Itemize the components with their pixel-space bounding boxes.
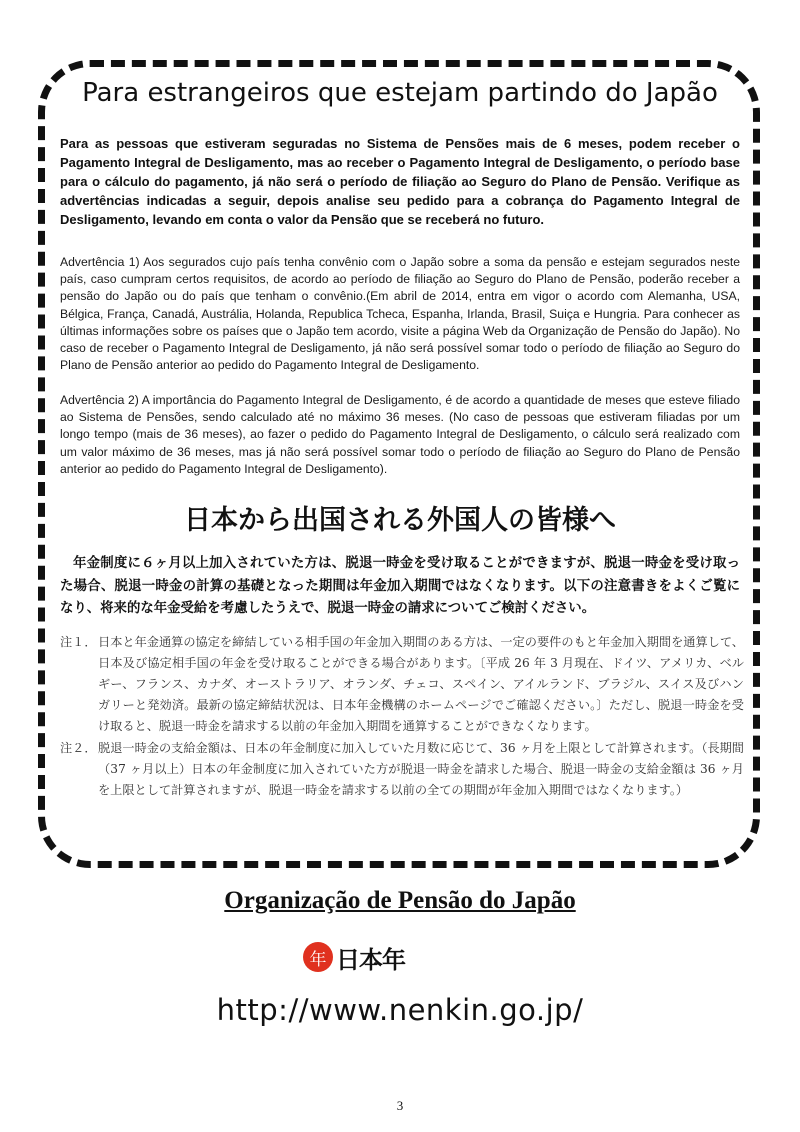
japanese-note-1 xyxy=(60,632,744,737)
portuguese-warning-1: Advertência 1) Aos segurados cujo país tenha convênio com o Japão sobre a soma da pensão e estejam segurados neste país, caso cumpram certos requisitos, de acordo ao período de filiação ao Seguro do Plano de Pensão, poderão receber a pensão do Japão ou do país que tenham o convênio.(Em abril de 2014, entra em vigor o acordo com Alemanha, USA, Bélgica, França, Canadá, Austrália, Holanda, Republica Tcheca, Espanha, Irlanda, Brasil, Suiça e Hungria. Para conhecer as últimas informações sobre os países que o Japão tem acordo, visite a página Web da Organização de Pensão do Japão). No caso de receber o Pagamento Integral de Desligamento, já não será possível somar todo o período de filiação ao Seguro do Plano de Pensão anterior ao pedido do Pagamento Integral de Desligamento. xyxy=(60,255,740,373)
note-2-number: 注２． xyxy=(60,741,97,755)
website-url[interactable]: http://www.nenkin.go.jp/ xyxy=(216,993,584,1027)
japanese-title: 日本から出国される外国人の皆様へ xyxy=(184,505,616,536)
organization-name: Organização de Pensão do Japão xyxy=(224,887,576,914)
portuguese-title: Para estrangeiros que estejam partindo do Japão xyxy=(82,78,718,108)
japanese-note-2 xyxy=(60,738,744,801)
page-number: 3 xyxy=(396,1098,404,1113)
japanese-intro: 年金制度に６ヶ月以上加入されていた方は、脱退一時金を受け取ることができますが、脱退一時金を受け取った場合、脱退一時金の計算の基礎となった期間は年金加入期間ではなくなります。以下の注意書きをよくご覧になり、将来的な年金受給を考慮したうえで、脱退一時金の請求についてご検討ください。 xyxy=(60,555,740,615)
nenkin-logo xyxy=(303,940,405,974)
portuguese-intro: Para as pessoas que estiveram seguradas no Sistema de Pensões mais de 6 meses, podem receber o Pagamento Integral de Desligamento, mas ao receber o Pagamento Integral de Desligamento, o período base para o cálculo do pagamento, já não será o período de filiação ao Seguro do Plano de Pensão. Verifique as advertências indicadas a seguir, depois analise seu pedido para a cobrança do Pagamento Integral de Desligamento, levando em conta o valor da Pensão que se receberá no futuro. xyxy=(60,136,740,227)
note-2-text: 脱退一時金の支給金額は、日本の年金制度に加入していた月数に応じて、36 ヶ月を上限として計算されます。（長期間（37 ヶ月以上）日本の年金制度に加入されていた方が脱退一時金を請求した場合、脱退一時金の支給金額は 36 ヶ月を上限として計算されますが、脱退一時金を請求する以前の全ての期間が年金加入期間ではなくなります。） xyxy=(98,741,744,797)
nenkin-logo-icon: 年 xyxy=(303,942,333,972)
note-1-number: 注１． xyxy=(60,635,97,649)
portuguese-warning-2: Advertência 2) A importância do Pagamento Integral de Desligamento, é de acordo a quantidade de meses que esteve filiado ao Sistema de Pensões, sendo calculado até no máximo 36 meses. (No caso de pessoas que estiveram filiadas por um longo tempo (mais de 36 meses), ao fazer o pedido do Pagamento Integral de Desligamento, o cálculo será realizado com um valor máximo de 36 meses, mas já não será possível somar todo o período de filiação ao Seguro do Plano de Pensão anterior ao pedido do Pagamento Integral de Desligamento). xyxy=(60,393,740,476)
nenkin-logo-text: 日本年 xyxy=(336,945,405,974)
note-1-text: 日本と年金通算の協定を締結している相手国の年金加入期間のある方は、一定の要件のもと年金加入期間を通算して、日本及び協定相手国の年金を受け取ることができる場合があります。〔平成 26 年 3 月現在、ドイツ、アメリカ、ベルギー、フランス、カナダ、オーストラリア、オランダ、チェコ、スペイン、アイルランド、ブラジル、スイス及びハンガリーと発効済。最新の協定締結状況は、日本年金機構のホームページでご確認ください。〕ただし、脱退一時金を受け取ると、脱退一時金を請求する以前の年金加入期間を通算することができなくなります。 xyxy=(98,635,744,733)
